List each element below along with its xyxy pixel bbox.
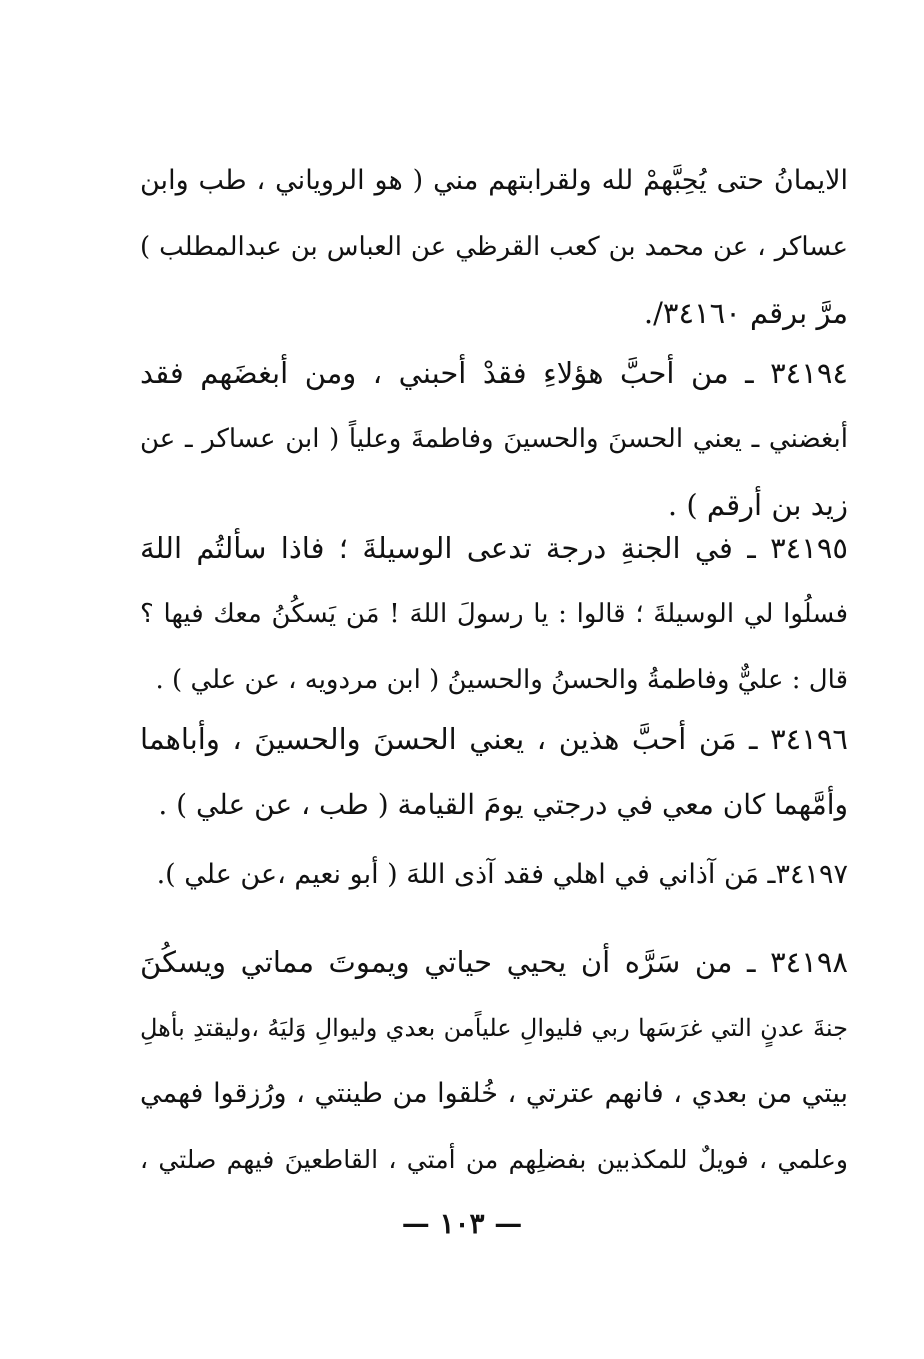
text-line: أبغضني ـ يعني الحسنَ والحسينَ وفاطمةَ وعلياً ( ابن عساكر ـ عن — [140, 424, 848, 454]
text-line: ٣٤١٩٤ ـ من أحبَّ هؤلاءِ فقدْ أحبني ، ومن أبغضَهم فقد — [140, 356, 848, 390]
page-number: — ١٠٣ — — [401, 1207, 523, 1240]
text-line: مرَّ برقم ۳٤١٦٠/. — [643, 296, 848, 330]
paragraph-34197 — [140, 842, 848, 908]
text-line: قال : عليٌّ وفاطمةُ والحسنُ والحسينُ ( ابن مردويه ، عن علي ) . — [155, 665, 848, 695]
text-line: ٣٤١٩٦ ـ مَن أحبَّ هذين ، يعني الحسنَ والحسينَ ، وأباهما — [140, 722, 848, 756]
text-line: الايمانُ حتى يُحِبَّهمْ لله ولقرابتهم مني ( هو الروياني ، طب وابن — [140, 165, 848, 196]
text-line: ٣٤١٩٧ـ مَن آذاني في اهلي فقد آذى اللهَ ( أبو نعيم ،عن علي ). — [156, 859, 848, 890]
text-line: وعلمي ، فويلٌ للمكذبين بفضلِهم من أمتي ، القاطعينَ فيهم صلتي ، — [140, 1145, 848, 1174]
text-line: زيد بن أرقم ) . — [667, 488, 848, 522]
text-line: ٣٤١٩٨ ـ من سَرَّه أن يحيي حياتي ويموتَ مماتي ويسكُنَ — [140, 945, 848, 979]
paragraph-34194 — [140, 340, 848, 538]
text-line: جنةَ عدنٍ التي غرَسَها ربي فليوالِ علياًمن بعدي وليوالِ وَليَهُ ،وليقتدِ بأهلِ — [140, 1014, 848, 1042]
paragraph-34195 — [140, 515, 848, 713]
text-line: بيتي من بعدي ، فانهم عترتي ، خُلقوا من طينتي ، ورُزقوا فهمي — [140, 1078, 848, 1109]
paragraph-34196 — [140, 706, 848, 838]
paragraph-34198 — [140, 929, 848, 1193]
text-line: ٣٤١٩٥ ـ في الجنةِ درجة تدعى الوسيلةَ ؛ فاذا سألتُم اللهَ — [140, 531, 848, 565]
text-line: وأمَّهما كان معي في درجتي يومَ القيامة ( طب ، عن علي ) . — [158, 788, 848, 821]
text-line: عساكر ، عن محمد بن كعب القرظي عن العباس بن عبدالمطلب ) — [140, 232, 848, 262]
text-line: فسلُوا لي الوسيلةَ ؛ قالوا : يا رسولَ اللهَ ! مَن يَسكُنُ معك فيها ؟ — [140, 599, 848, 629]
paragraph-1 — [140, 148, 848, 346]
